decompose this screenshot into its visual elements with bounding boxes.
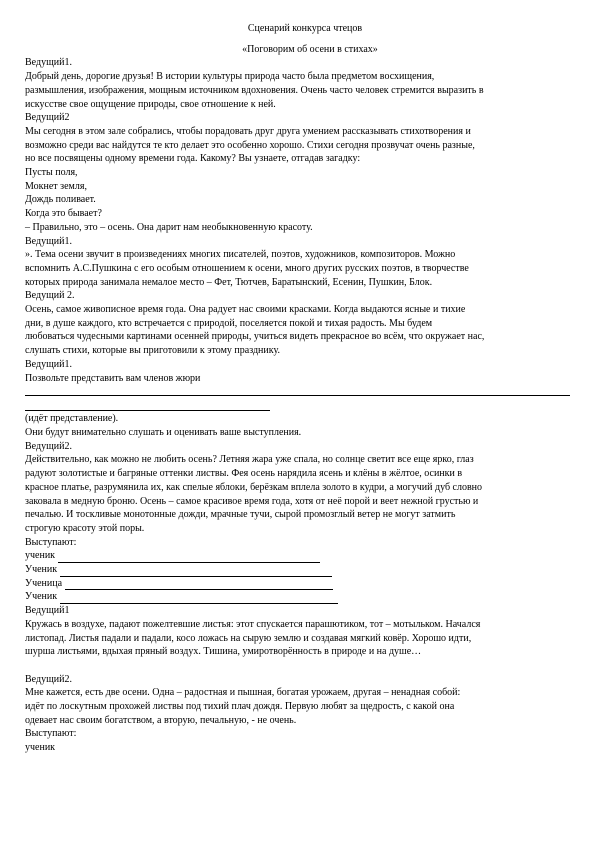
text-block-fourth [25,673,570,755]
text-block-second [25,412,570,549]
document-subtitle: «Поговорим об осени в стихах» [242,43,378,55]
performer-row [25,563,570,577]
text-line: заковала в медную броню. Осень – самое красивое время года, хотя от неё порой и веет нежной грустью и [25,495,479,507]
text-line: Мы сегодня в этом зале собрались, чтобы порадовать друг друга умением рассказывать стихотворения и [25,125,471,137]
text-line: Пусты поля, [25,167,78,179]
text-line: Мне кажется, есть две осени. Одна – радостная и пышная, богатая урожаем, другая – ненадная собой: [25,687,461,699]
performer-label: Ученик [25,591,58,603]
text-line: размышления, изображения, мощным источником вдохновения. Очень часто человек стремится выразить в [25,84,484,96]
document-title: Сценарий конкурса чтецов [247,23,363,34]
text-line: слушать стихи, которые вы приготовили к этому празднику. [25,345,280,357]
performer-label: Ученик [25,564,58,576]
text-line: Ведущий1 [25,605,70,617]
text-line: возможно среди вас найдутся те кто делает это особенно хорошо. Стихи сегодня прозвучат очень разные, [25,139,475,151]
blank-line [25,659,570,673]
text-line: но все посвящены одному времени года. Какому? Вы узнаете, отгадав загадку: [25,153,361,165]
text-line: Ведущий2 [25,112,70,124]
text-line: которых природа занимала немалое место – Фет, Тютчев, Баратынский, Есенин, Пушкин, Блок. [25,276,433,288]
performer-fill-line [65,580,333,590]
text-line: идёт по лоскутным прохожей листвы под тихий плач дождя. Первую любят за щедрость, с какой она [25,701,455,713]
text-line: Действительно, как можно не любить осень? Летняя жара уже спала, но солнце светит все еще ярко, глаз [25,454,474,466]
performer-row [25,549,570,563]
text-line: искусстве свое ощущение природы, свое отношение к ней. [25,98,276,110]
text-line: Они будут внимательно слушать и оценивать ваше выступления. [25,426,302,438]
text-line: Ведущий1. [25,57,72,69]
text-block-third [25,604,570,659]
text-line: Ведущий1. [25,235,72,247]
text-line: ». Тема осени звучит в произведениях многих писателей, поэтов, художников, композиторов. Можно [25,249,456,261]
text-line: ученик [25,742,56,754]
performer-row [25,577,570,591]
text-line: – Правильно, это – осень. Она дарит нам необыкновенную красоту. [25,221,313,233]
performer-fill-line [60,567,332,577]
performer-label: ученик [25,550,56,562]
jury-fill-line [25,395,570,396]
text-line: листопад. Листья падали и падали, косо ложась на сырую землю и создавая мягкий ковёр. Хорошо идти, [25,632,472,644]
text-line: шурша листьями, вдыхая пряный воздух. Тишина, умиротворённость в природе и на душе… [25,646,422,658]
text-line: дни, в душе каждого, кто встречается с природой, поселяется покой и тихая радость. Мы будем [25,317,433,329]
text-line: Ведущий1. [25,358,72,370]
text-line: Ведущий 2. [25,290,75,302]
text-line: Кружась в воздухе, падают пожелтевшие листья: этот спускается парашютиком, тот – мотыльком. Начался [25,618,481,630]
text-line: вспомнить А.С.Пушкина с его особым отношением к осени, много других русских поэтов, в творчестве [25,262,469,274]
text-line: строгую красоту этой поры. [25,522,145,534]
document-body [25,22,570,755]
performer-fill-line [60,594,338,604]
text-line: Добрый день, дорогие друзья! В истории культуры природа часто была предметом восхищения, [25,71,435,83]
text-line: любоваться чудесными картинами осенней природы, учиться видеть прекрасное во всём, что окружает нас, [25,331,485,343]
performers-list [25,549,570,604]
text-line: Дождь поливает. [25,194,96,206]
text-line: Ведущий2. [25,440,72,452]
performer-row [25,590,570,604]
text-line: одевает нас своим богатством, а вторую, печальную, - не очень. [25,714,297,726]
text-line: Выступают: [25,728,77,740]
text-block-intro [25,56,570,385]
text-line: Когда это бывает? [25,208,102,220]
text-line: Мокнет земля, [25,180,87,192]
text-line: Ведущий2. [25,673,72,685]
text-line: красное платье, разрумянила их, как спелые яблоки, берёзкам вплела золото в кудри, а могучий дуб словно [25,481,483,493]
text-line: Позвольте представить вам членов жюри [25,372,201,384]
text-line: Осень, самое живописное время года. Она радует нас своими красками. Когда выдаются ясные и тихие [25,304,466,316]
text-line: (идёт представление). [25,413,119,425]
performer-fill-line [58,553,320,563]
text-line: печалью. И тоскливые монотонные дожди, мрачные тучи, сырой промозглый ветер не могут затмить [25,509,456,521]
performer-label: Ученица [25,577,63,589]
text-line: радуют золотистые и багряные оттенки листвы. Фея осень нарядила ясень и клёны в жёлтое, осинки в [25,468,463,480]
jury-fill-line-short [25,410,270,411]
text-line: Выступают: [25,536,77,548]
